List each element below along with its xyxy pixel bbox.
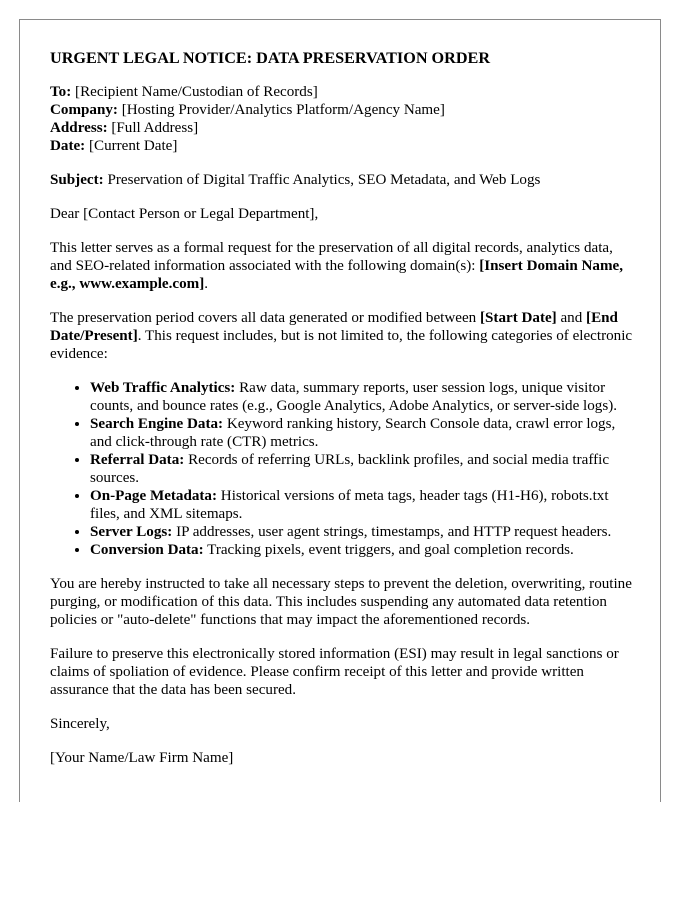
address-line (50, 119, 634, 137)
list-item (90, 379, 634, 415)
start-date-placeholder: [Start Date] (480, 310, 557, 326)
list-item-label: Web Traffic Analytics: (90, 380, 236, 396)
company-line (50, 101, 634, 119)
letter-content (50, 48, 634, 767)
company-label: Company: (50, 102, 118, 118)
list-item-label: Conversion Data: (90, 542, 204, 558)
list-item-text: Keyword ranking history, Search Console data, crawl error logs, and click-through rate (CTR) metrics. (90, 416, 616, 450)
subject-line (50, 171, 634, 189)
to-label: To: (50, 84, 72, 100)
list-item (90, 523, 634, 541)
paragraph-period-text-3: . This request includes, but is not limited to, the following categories of electronic evidence: (50, 328, 633, 362)
list-item-text: Records of referring URLs, backlink profiles, and social media traffic sources. (90, 452, 610, 486)
paragraph-period-text-1: The preservation period covers all data generated or modified between (50, 310, 480, 326)
paragraph-intro (50, 239, 634, 293)
list-item-label: Referral Data: (90, 452, 185, 468)
paragraph-intro-end: . (204, 276, 209, 292)
paragraph-sanctions: Failure to preserve this electronically stored information (ESI) may result in legal sanctions or claims of spoliation of evidence. Please confirm receipt of this letter and provide written assurance that the data has been secured. (50, 646, 619, 698)
list-item-text: Raw data, summary reports, user session logs, unique visitor counts, and bounce rates (e.g., Google Analytics, Adobe Analytics, or server-side logs). (90, 380, 618, 414)
address-value: [Full Address] (107, 120, 199, 136)
list-item-label: On-Page Metadata: (90, 488, 218, 504)
list-item (90, 541, 634, 559)
paragraph-intro-text: This letter serves as a formal request for the preservation of all digital records, analytics data, and SEO-related information associated with the following domain(s): (50, 240, 613, 274)
letter-page (19, 19, 661, 802)
list-item (90, 487, 634, 523)
to-line (50, 83, 634, 101)
address-label: Address: (50, 120, 108, 136)
date-line (50, 137, 634, 155)
signature-name: [Your Name/Law Firm Name] (50, 750, 234, 766)
list-item-text: Historical versions of meta tags, header tags (H1-H6), robots.txt files, and XML sitemaps. (90, 488, 609, 522)
company-value: [Hosting Provider/Analytics Platform/Agency Name] (117, 102, 445, 118)
paragraph-instructions: You are hereby instructed to take all necessary steps to prevent the deletion, overwriting, routine purging, or modification of this data. This includes suspending any automated data retention policies or "auto-delete" functions that may impact the aforementioned records. (50, 576, 632, 628)
paragraph-period-text-2: and (556, 310, 587, 326)
date-value: [Current Date] (85, 138, 178, 154)
list-item-label: Server Logs: (90, 524, 173, 540)
list-item-text: Tracking pixels, event triggers, and goal completion records. (203, 542, 574, 558)
list-item (90, 415, 634, 451)
to-value: [Recipient Name/Custodian of Records] (71, 84, 318, 100)
letter-header-block (50, 83, 634, 155)
subject-label: Subject: (50, 172, 104, 188)
salutation: Dear [Contact Person or Legal Department], (50, 206, 319, 222)
letter-title: URGENT LEGAL NOTICE: DATA PRESERVATION ORDER (50, 49, 491, 67)
date-label: Date: (50, 138, 86, 154)
list-item-label: Search Engine Data: (90, 416, 224, 432)
evidence-category-list (50, 379, 634, 559)
subject-value: Preservation of Digital Traffic Analytics, SEO Metadata, and Web Logs (103, 172, 541, 188)
domain-placeholder: [Insert Domain Name, e.g., www.example.com] (50, 258, 624, 292)
list-item-text: IP addresses, user agent strings, timestamps, and HTTP request headers. (172, 524, 612, 540)
closing: Sincerely, (50, 716, 110, 732)
end-date-placeholder: [End Date/Present] (50, 310, 618, 344)
list-item (90, 451, 634, 487)
paragraph-period (50, 309, 634, 363)
